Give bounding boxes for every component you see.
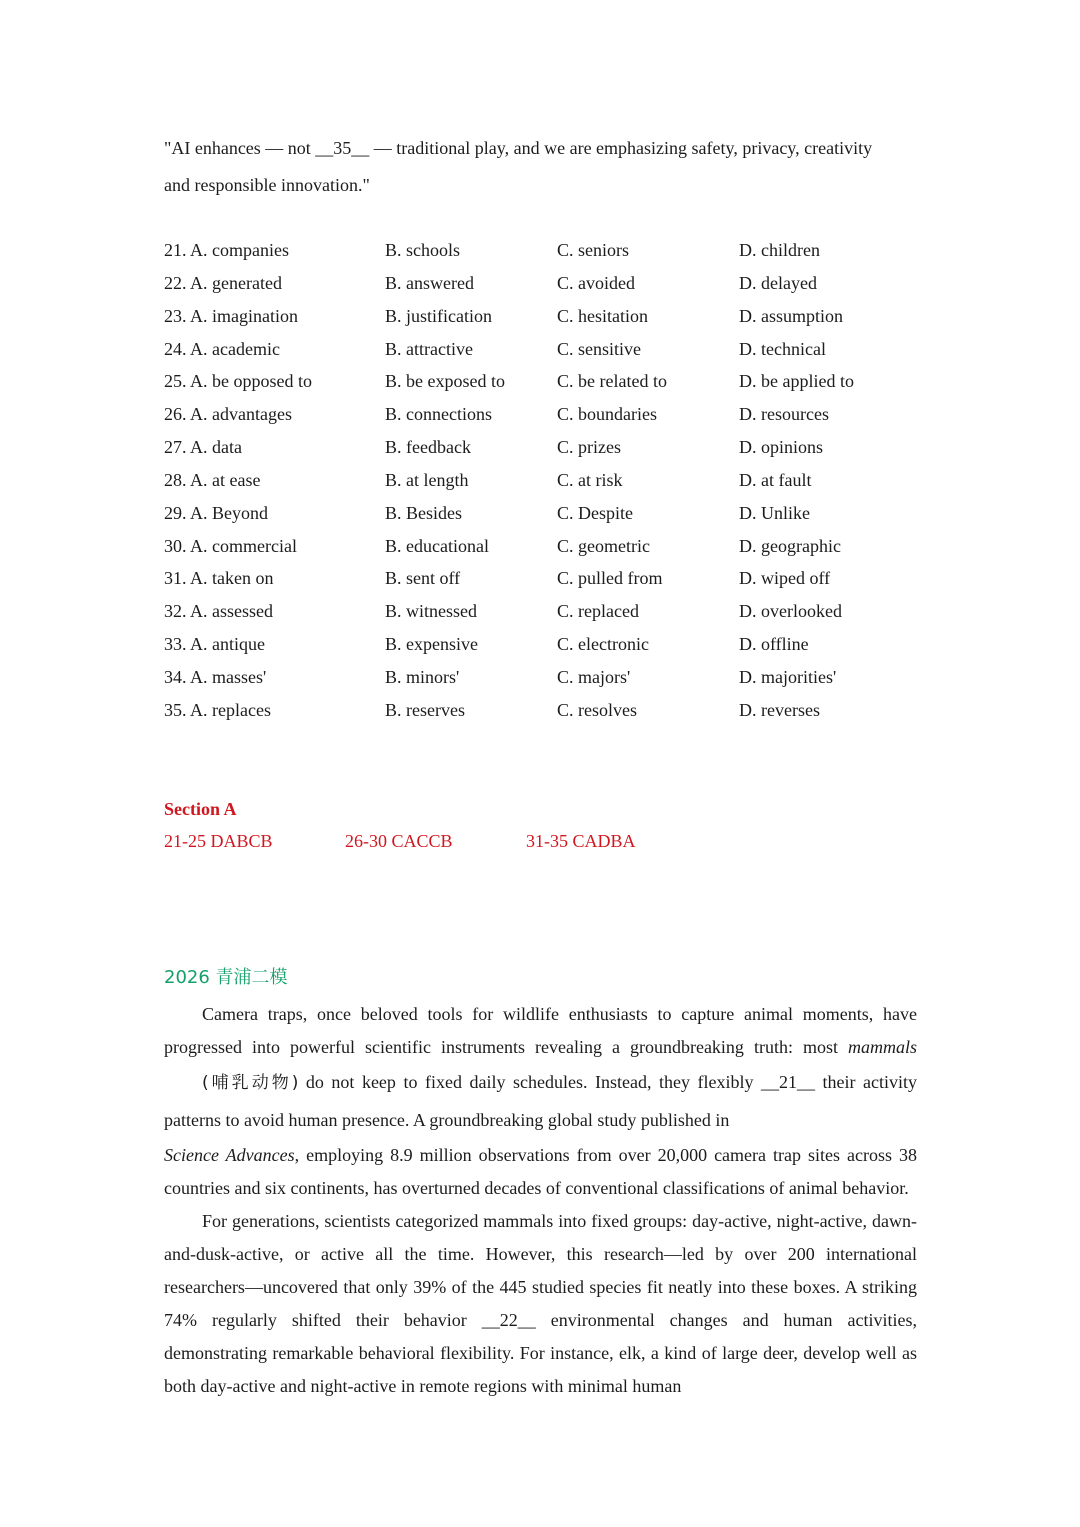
- option-row: [164, 333, 917, 366]
- option-row: [164, 398, 917, 431]
- answer-group: 21-25 DABCB: [164, 831, 273, 851]
- option-b: B. Besides: [385, 502, 463, 523]
- option-c: C. prizes: [557, 437, 621, 458]
- option-c: C. be related to: [557, 371, 667, 392]
- passage-body: [164, 998, 917, 1403]
- intro-line: and responsible innovation.": [164, 175, 370, 195]
- paragraph-text: Camera traps, once beloved tools for wildlife enthusiasts to capture animal moments, have progressed into powerful scientific instruments revealing a groundbreaking truth: most: [164, 1004, 917, 1057]
- option-d: D. technical: [739, 338, 826, 359]
- option-c: C. sensitive: [557, 338, 641, 359]
- option-a: 30. A. commercial: [164, 535, 297, 556]
- option-d: D. offline: [739, 634, 809, 655]
- italic-journal: Science Advances: [164, 1145, 295, 1165]
- option-d: D. opinions: [739, 437, 824, 458]
- chinese-gloss: (哺乳动物): [202, 1073, 299, 1093]
- option-row: [164, 267, 917, 300]
- option-b: B. justification: [385, 305, 492, 326]
- option-a: 33. A. antique: [164, 634, 265, 655]
- option-row: [164, 530, 917, 563]
- option-b: B. feedback: [385, 437, 471, 458]
- option-a: 34. A. masses': [164, 666, 267, 687]
- italic-term: mammals: [847, 1037, 917, 1057]
- option-b: B. attractive: [385, 338, 473, 359]
- option-a: 25. A. be opposed to: [164, 371, 312, 392]
- option-d: D. majorities': [739, 666, 837, 687]
- paragraph: [164, 998, 917, 1205]
- option-d: D. geographic: [739, 535, 841, 556]
- intro-line: "AI enhances — not __35__ — traditional play, and we are emphasizing safety, privacy, creativity: [164, 138, 873, 158]
- option-b: B. answered: [385, 272, 474, 293]
- option-a: 29. A. Beyond: [164, 502, 269, 523]
- paragraph-text: , employing 8.9 million observations from over 20,000 camera trap sites across 38 countries and six continents, has overturned decades of conventional classifications of animal behavior.: [164, 1145, 917, 1198]
- option-row: [164, 234, 917, 267]
- option-row: [164, 595, 917, 628]
- intro-quote: [164, 130, 917, 204]
- option-d: D. Unlike: [739, 502, 810, 523]
- option-row: [164, 661, 917, 694]
- option-c: C. boundaries: [557, 404, 657, 425]
- option-row: [164, 464, 917, 497]
- option-b: B. educational: [385, 535, 489, 556]
- option-b: B. at length: [385, 469, 469, 490]
- answer-key: [164, 793, 917, 857]
- option-row: [164, 628, 917, 661]
- option-d: D. wiped off: [739, 568, 831, 589]
- option-a: 35. A. replaces: [164, 699, 271, 720]
- answer-key-title: Section A: [164, 799, 237, 819]
- option-a: 26. A. advantages: [164, 404, 292, 425]
- option-row: [164, 694, 917, 727]
- option-row: [164, 300, 917, 333]
- option-d: D. children: [739, 240, 820, 260]
- option-c: C. majors': [557, 666, 631, 687]
- option-a: 21. A. companies: [164, 240, 289, 260]
- option-b: B. connections: [385, 404, 492, 425]
- option-c: C. at risk: [557, 469, 623, 490]
- option-a: 31. A. taken on: [164, 568, 274, 589]
- option-b: B. witnessed: [385, 601, 477, 622]
- option-b: B. minors': [385, 666, 460, 687]
- option-c: C. resolves: [557, 699, 637, 720]
- option-d: D. delayed: [739, 272, 817, 293]
- option-a: 22. A. generated: [164, 272, 282, 293]
- option-a: 23. A. imagination: [164, 305, 298, 326]
- option-b: B. be exposed to: [385, 371, 505, 392]
- option-row: [164, 431, 917, 464]
- option-d: D. resources: [739, 404, 829, 425]
- paragraph: For generations, scientists categorized mammals into fixed groups: day-active, night-active, dawn-and-dusk-active, or active all the time. However, this research—led by over 200 international researchers—uncovered that only 39% of the 445 studied species fit neatly into these boxes. A striking 74% regularly shifted their behavior __22__ environmental changes and human activities, demonstrating remarkable behavioral flexibility. For instance, elk, a kind of large deer, develop well as both day-active and night-active in remote regions with minimal human: [164, 1211, 917, 1396]
- option-b: B. expensive: [385, 634, 478, 655]
- option-b: B. sent off: [385, 568, 461, 589]
- option-b: B. reserves: [385, 699, 465, 720]
- option-c: C. electronic: [557, 634, 649, 655]
- option-c: C. avoided: [557, 272, 635, 293]
- option-c: C. replaced: [557, 601, 639, 622]
- option-a: 32. A. assessed: [164, 601, 273, 622]
- option-a: 27. A. data: [164, 437, 242, 458]
- option-b: B. schools: [385, 240, 461, 260]
- option-d: D. assumption: [739, 305, 844, 326]
- answer-group: 31-35 CADBA: [526, 831, 636, 851]
- option-a: 24. A. academic: [164, 338, 280, 359]
- passage-heading: 2026 青浦二模: [164, 967, 288, 988]
- option-c: C. seniors: [557, 240, 629, 260]
- option-c: C. Despite: [557, 502, 633, 523]
- option-d: D. at fault: [739, 469, 812, 490]
- answer-groups: [164, 825, 917, 857]
- option-d: D. reverses: [739, 699, 820, 720]
- option-row: [164, 497, 917, 530]
- option-c: C. hesitation: [557, 305, 648, 326]
- answer-group: 26-30 CACCB: [345, 831, 453, 851]
- option-row: [164, 562, 917, 595]
- option-c: C. geometric: [557, 535, 650, 556]
- option-c: C. pulled from: [557, 568, 663, 589]
- option-d: D. be applied to: [739, 371, 854, 392]
- option-row: [164, 365, 917, 398]
- option-a: 28. A. at ease: [164, 469, 261, 490]
- paragraph-text: do not keep to fixed daily schedules. Instead, they flexibly __21__ their activity patterns to avoid human presence. A groundbreaking global study published in: [164, 1072, 918, 1130]
- option-d: D. overlooked: [739, 601, 842, 622]
- options-list: [164, 234, 917, 727]
